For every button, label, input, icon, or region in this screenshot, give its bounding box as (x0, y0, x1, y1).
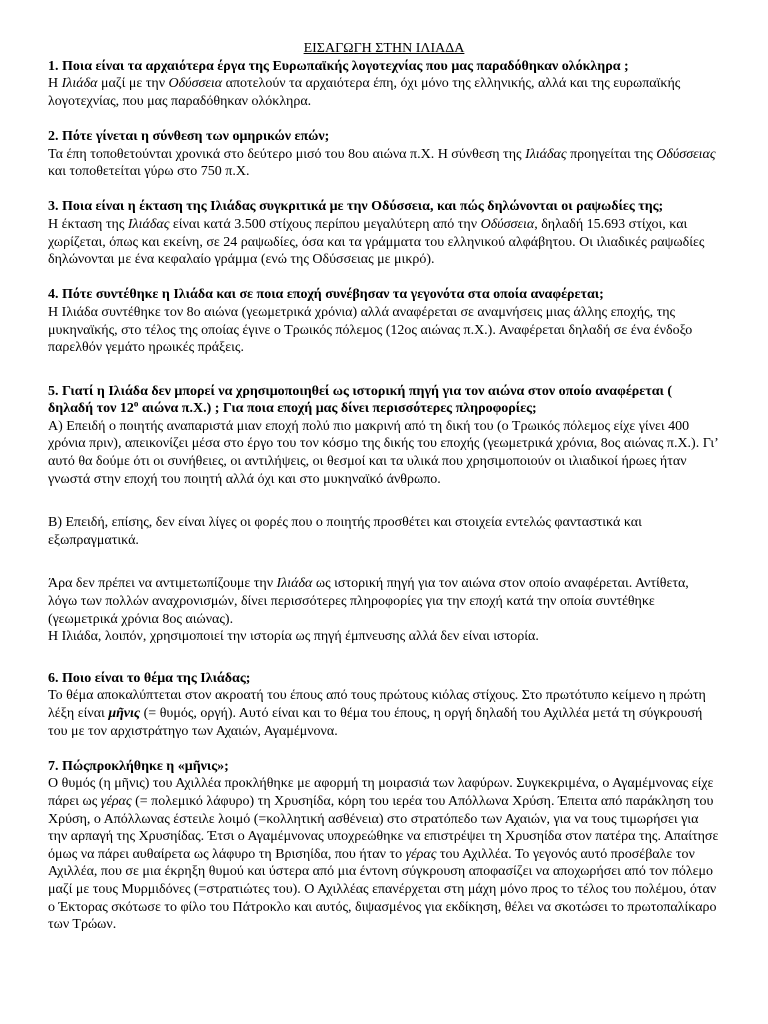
answer-3: Η έκταση της Ιλιάδας είναι κατά 3.500 στίχους περίπου μεγαλύτερη από την Οδύσσεια, δηλαδή 15.693 στίχοι, και χωρίζεται, όπως και εκείνη, σε 24 ραψωδίες, όσα και τα γράμματα του ελληνικού αλφάβητου. Οι ιλιαδικές ραψωδίες δηλώνονται με ένα κεφαλαίο γράμμα (ενώ της Οδύσσειας με μικρό). (48, 216, 705, 268)
answer-5d: Η Ιλιάδα, λοιπόν, χρησιμοποιεί την ιστορία ως πηγή έμπνευσης αλλά δεν είναι ιστορία. (48, 629, 539, 645)
answer-1: Η Ιλιάδα μαζί με την Οδύσσεια αποτελούν τα αρχαιότερα έπη, όχι μόνο της ελληνικής, αλλά και της ευρωπαϊκής λογοτεχνίας, που μας παραδόθηκαν ολόκληρα. (48, 76, 681, 109)
question-6: 6. Ποιο είναι το θέμα της Ιλιάδας; (48, 670, 251, 686)
question-1: 1. Ποια είναι τα αρχαιότερα έργα της Ευρωπαϊκής λογοτεχνίας που μας παραδόθηκαν ολόκληρα ; (48, 58, 629, 74)
answer-7: Ο θυμός (η μῆνις) του Αχιλλέα προκλήθηκε με αφορμή τη μοιρασιά των λαφύρων. Συγκεκριμένα, ο Αγαμέμνονας είχε πάρει ως γέρας (= πολεμικό λάφυρο) τη Χρυσηίδα, κόρη του ιερέα του Απόλλωνα Χρύση. Έπειτα από παράκληση του Χρύση, ο Απόλλωνας έστειλε λοιμό (=κολλητική ασθένεια) στο στρατόπεδο των Αχαιών, για να τους τιμωρήσει για την αρπαγή της Χρυσηίδας. Έτσι ο Αγαμέμνονας υποχρεώθηκε να επιστρέψει τη Χρυσηίδα στον πατέρα της. Απαίτησε όμως να πάρει αυθαίρετα ως λάφυρο τη Βρισηίδα, που ήταν το γέρας του Αχιλλέα. Το γεγονός αυτό προσέβαλε τον Αχιλλέα, που σε μια έκρηξη θυμού και ύστερα από μια έντονη σύγκρουση αποφασίζει να αποχωρήσει από τον πόλεμο μαζί με τους Μυρμιδόνες (=στρατιώτες του). Ο Αχιλλέας επανέρχεται στη μάχη μόνο προς το τέλος του πολέμου, όταν ο Έκτορας σκότωσε το φίλο του Πάτροκλο και αυτός, διψασμένος για εκδίκηση, θέλει να σκοτώσει το πρωτοπαλίκαρο των Τρώων. (48, 776, 719, 933)
answer-5c: Άρα δεν πρέπει να αντιμετωπίζουμε την Ιλιάδα ως ιστορική πηγή για τον αιώνα στον οποίο αναφέρεται. Αντίθετα, λόγω των πολλών αναχρονισμών, δίνει περισσότερες πληροφορίες για την εποχή κατά την οποία συντέθηκε (γεωμετρικά χρόνια 8ος αιώνας). (48, 576, 689, 627)
document-page (48, 40, 720, 934)
answer-5a: Α) Επειδή ο ποιητής αναπαριστά μιαν εποχή πολύ πιο μακρινή από τη δική του (ο Τρωικός πόλεμος είχε γίνει 400 χρόνια πριν), απεικονίζει μέσα στο έργο του τον κόσμο της δικής του εποχής (γεωμετρικά χρόνια, 8ος αιώνας π.Χ.). Γι’ αυτό θα δούμε ότι οι συνήθειες, οι αντιλήψεις, οι θεσμοί και τα υλικά που χρησιμοποιούν οι ιλιαδικοί ήρωες ήταν γνωστά στην εποχή του ποιητή αλλά όχι και στο μυκηναϊκό άνθρωπο. (48, 418, 718, 487)
document-title: ΕΙΣΑΓΩΓΗ ΣΤΗΝ ΙΛΙΑΔΑ (303, 41, 465, 56)
question-4: 4. Πότε συντέθηκε η Ιλιάδα και σε ποια εποχή συνέβησαν τα γεγονότα στα οποία αναφέρεται; (48, 287, 604, 303)
answer-5b: Β) Επειδή, επίσης, δεν είναι λίγες οι φορές που ο ποιητής προσθέτει και στοιχεία εντελώς φανταστικά και εξωπραγματικά. (48, 515, 642, 548)
question-5: 5. Γιατί η Ιλιάδα δεν μπορεί να χρησιμοποιηθεί ως ιστορική πηγή για τον αιώνα στον οποίο αναφέρεται ( δηλαδή τον $12^o$ αιώνα π.Χ.) ; Για ποια εποχή μας δίνει περισσότερες πληροφορίες; (48, 383, 673, 417)
question-7: 7. Πώςπροκλήθηκε η «μῆνις»; (48, 758, 229, 774)
question-3: 3. Ποια είναι η έκταση της Ιλιάδας συγκριτικά με την Οδύσσεια, και πώς δηλώνονται οι ραψωδίες της; (48, 199, 664, 215)
answer-6: Το θέμα αποκαλύπτεται στον ακροατή του έπους από τους πρώτους κιόλας στίχους. Στο πρωτότυπο κείμενο η πρώτη λέξη είναι μῆνις (= θυμός, οργή). Αυτό είναι και το θέμα του έπους, η οργή δηλαδή του Αχιλλέα μετά τη σύγκρουσή του με τον αρχιστράτηγο των Αχαιών, Αγαμέμνονα. (48, 688, 706, 739)
answer-4: Η Ιλιάδα συντέθηκε τον 8ο αιώνα (γεωμετρικά χρόνια) αλλά αναφέρεται σε αναμνήσεις μιας άλλης εποχής, της μυκηναϊκής, στο τέλος της οποίας έγινε ο Τρωικός πόλεμος (12ος αιώνας π.Χ.). Αναφέρεται δηλαδή σε ένα ένδοξο παρελθόν γεμάτο ηρωικές πράξεις. (48, 304, 693, 356)
question-2: 2. Πότε γίνεται η σύνθεση των ομηρικών επών; (48, 128, 330, 144)
answer-2: Τα έπη τοποθετούνται χρονικά στο δεύτερο μισό του 8ου αιώνα π.Χ. Η σύνθεση της Ιλιάδας προηγείται της Οδύσσειας και τοποθετείται γύρω στο 750 π.Χ. (48, 146, 716, 180)
